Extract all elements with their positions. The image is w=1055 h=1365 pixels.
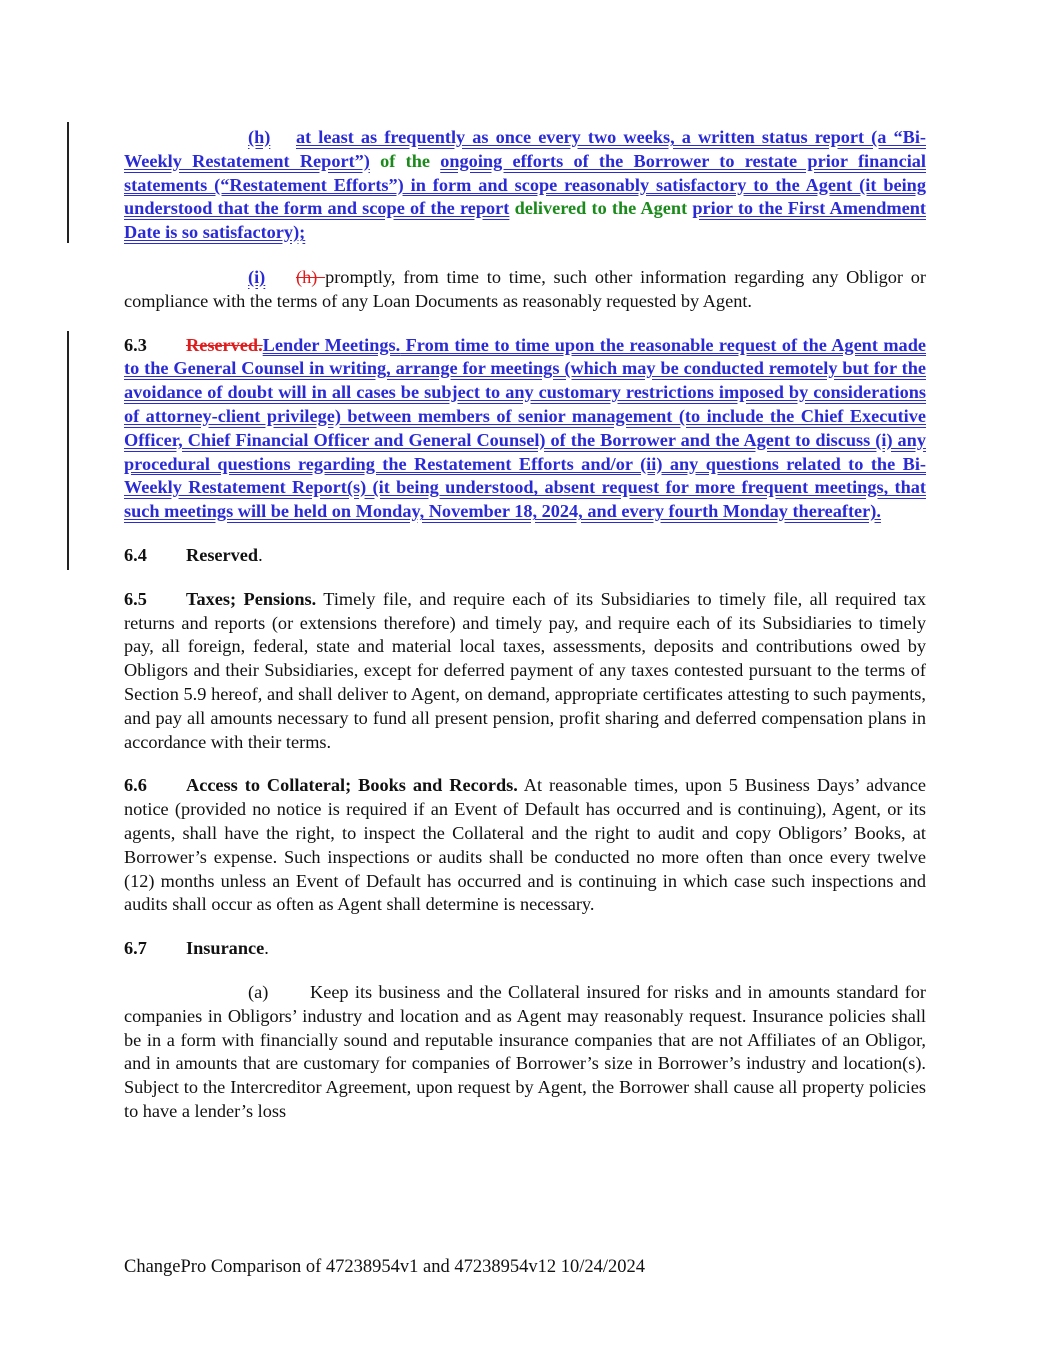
paragraph-i-text: promptly, from time to time, such other information regarding any Obligor or compliance with the terms of any Loan Documents as reasonably requested by Agent. [124,266,926,311]
section-number: 6.4 [124,544,147,565]
inserted-text: at least as frequently as once every two weeks, a written status report (a “Bi-Weekly Restatement Report”) [124,127,926,171]
paragraph-i-number: (i) [248,266,266,287]
section-title: Reserved [186,544,259,565]
section-number: 6.5 [124,588,147,609]
deleted-text: Reserved. [186,334,263,355]
section-6-4 [124,544,926,568]
section-title: Insurance [186,938,265,959]
paragraph-h-number: (h) [248,127,271,147]
section-title: Lender Meetings. [262,334,401,355]
section-title: Taxes; Pensions. [186,588,317,609]
change-bar-6-3 [67,331,69,570]
moved-text: delivered to the Agent [509,198,693,219]
section-number: 6.7 [124,938,147,959]
inserted-text: From time to time upon the reasonable request of the Agent made to the General Counsel in writing, arrange for meetings (which may be conducted remotely but for the avoidance of doubt will in all cases be subject to any customary restrictions imposed by considerations of attorney-client privilege) between members of senior management (to include the Chief Executive Officer, Chief Financial Officer and General Counsel) of the Borrower and the Agent to discuss (i) any procedural questions regarding the Restatement Efforts and/or (ii) any questions related to the Bi-Weekly Restatement Report(s) (it being understood, absent request for more frequent meetings, that such meetings will be held on Monday, November 18, 2024, and every fourth Monday thereafter). [124,334,926,522]
section-title: Access to Collateral; Books and Records. [186,775,518,796]
section-title-trail: . [258,544,263,565]
document-page [124,126,926,1124]
paragraph-a-number: (a) [248,981,269,1002]
paragraph-i [124,266,926,314]
deleted-text: (h) [296,266,326,287]
page-footer: ChangePro Comparison of 47238954v1 and 47238954v12 10/24/2024 [124,1257,646,1277]
paragraph-a [124,981,926,1124]
inserted-text: ongoing efforts of the Borrower to restate prior financial statements (“Restatement Efforts”) in form and scope reasonably satisfactory to the Agent (it being understood that the form and scope of the report [124,150,926,219]
section-number: 6.6 [124,775,147,796]
section-6-7 [124,937,926,961]
section-number: 6.3 [124,334,147,355]
section-text: At reasonable times, upon 5 Business Days’ advance notice (provided no notice is required if an Event of Default has occurred and is continuing), Agent, or its agents, shall have the right, to inspect the Collateral and the right to audit and copy Obligors’ Books, at Borrower’s expense. Such inspections or audits shall be conducted no more often than once every twelve (12) months unless an Event of Default has occurred and is continuing in which case such inspections and audits shall occur as often as Agent shall determine is necessary. [124,775,926,915]
section-6-6 [124,774,926,917]
section-text: Timely file, and require each of its Subsidiaries to timely file, all required tax returns and reports (or extensions therefore) and timely pay, and require each of its Subsidiaries to timely pay, all foreign, federal, state and material local taxes, assessments, deposits and contributions owed by Obligors and their Subsidiaries, except for deferred payment of any taxes contested pursuant to the terms of Section 5.9 hereof, and shall deliver to Agent, on demand, appropriate certificates attesting to such payments, and pay all amounts necessary to fund all present pension, profit sharing and deferred compensation plans in accordance with their terms. [124,588,926,752]
section-title-trail: . [264,938,269,959]
section-6-5 [124,588,926,755]
paragraph-h [124,126,926,245]
paragraph-a-text: Keep its business and the Collateral insured for risks and in amounts standard for companies in Obligors’ industry and location and as Agent may reasonably request. Insurance policies shall be in a form with financially sound and reputable insurance companies that are not Affiliates of an Obligor, and in amounts that are customary for companies of Borrower’s size in Borrower’s industry and location(s). Subject to the Intercreditor Agreement, upon request by Agent, the Borrower shall cause all property policies to have a lender’s loss [124,981,926,1121]
inserted-text: prior to the First Amendment Date is so satisfactory); [124,198,926,243]
change-bar-h [67,122,69,243]
moved-text: of the [369,150,441,171]
section-6-3 [124,334,926,524]
